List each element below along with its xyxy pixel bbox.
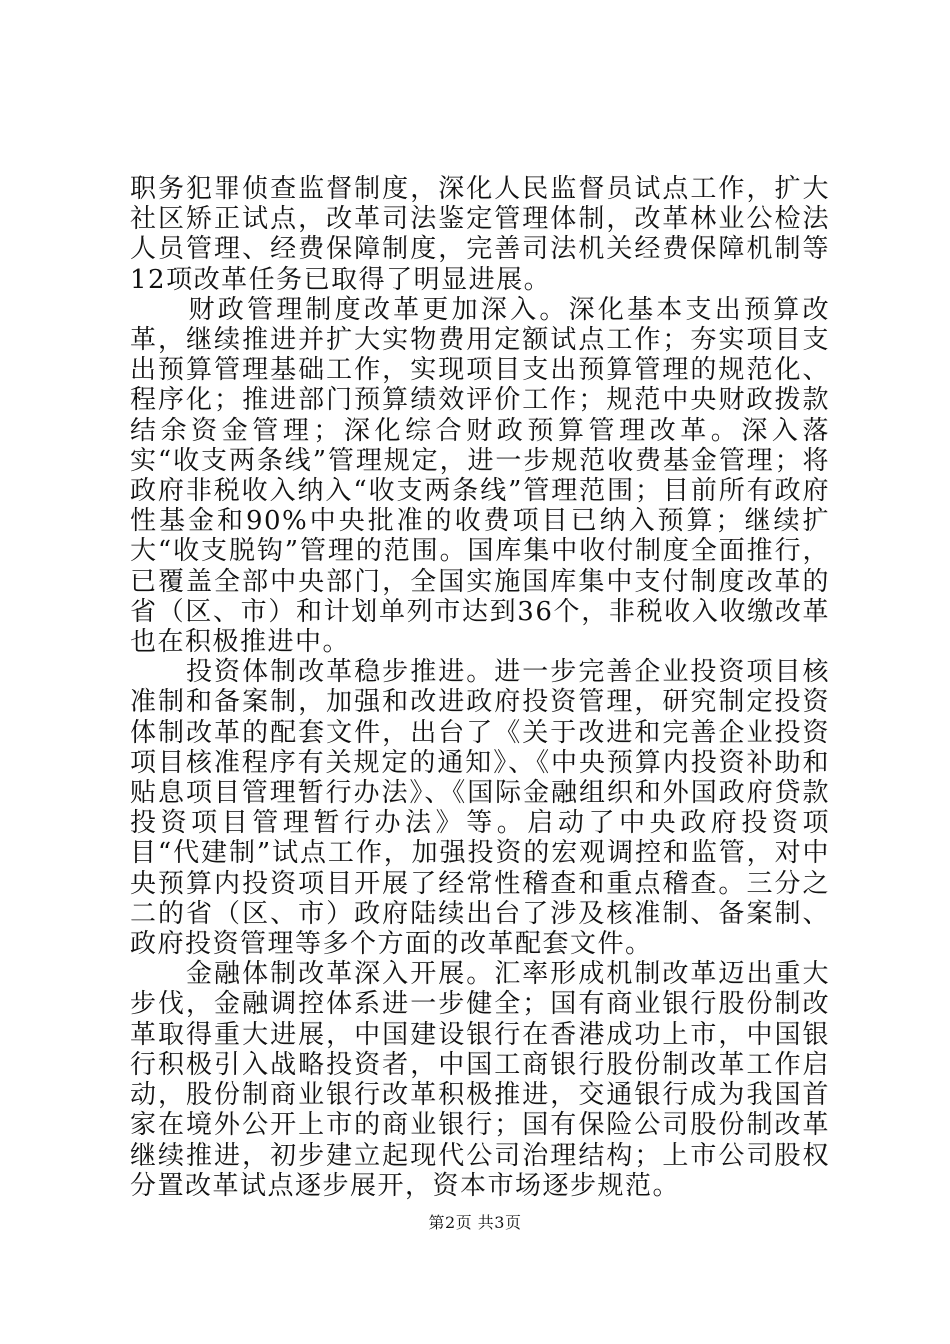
paragraph-judicial-reform-continued: 职务犯罪侦查监督制度，深化人民监督员试点工作，扩大社区矫正试点，改革司法鉴定管理体制，改革林业公检法人员管理、经费保障制度，完善司法机关经费保障机制等12项改革任务已取得了明显进展。: [130, 174, 830, 295]
paragraph-fiscal-reform: 财政管理制度改革更加深入。深化基本支出预算改革，继续推进并扩大实物费用定额试点工作；夯实项目支出预算管理基础工作，实现项目支出预算管理的规范化、程序化；推进部门预算绩效评价工作；规范中央财政拨款结余资金管理；深化综合财政预算管理改革。深入落实“收支两条线”管理规定，进一步规范收费基金管理；将政府非税收入纳入“收支两条线”管理范围；目前所有政府性基金和90%中央批准的收费项目已纳入预算；继续扩大“收支脱钩”管理的范围。国库集中收付制度全面推行，已覆盖全部中央部门，全国实施国库集中支付制度改革的省（区、市）和计划单列市达到36个，非税收入收缴改革也在积极推进中。: [130, 294, 830, 658]
paragraph-financial-reform: 金融体制改革深入开展。汇率形成机制改革迈出重大步伐，金融调控体系进一步健全；国有商业银行股份制改革取得重大进展，中国建设银行在香港成功上市，中国银行积极引入战略投资者，中国工商银行股份制改革工作启动，股份制商业银行改革积极推进，交通银行成为我国首家在境外公开上市的商业银行；国有保险公司股份制改革继续推进，初步建立起现代公司治理结构；上市公司股权分置改革试点逐步展开，资本市场逐步规范。: [130, 959, 830, 1201]
paragraph-investment-reform: 投资体制改革稳步推进。进一步完善企业投资项目核准制和备案制，加强和改进政府投资管理，研究制定投资体制改革的配套文件，出台了《关于改进和完善企业投资项目核准程序有关规定的通知》、《中央预算内投资补助和贴息项目管理暂行办法》、《国际金融组织和外国政府贷款投资项目管理暂行办法》等。启动了中央政府投资项目“代建制”试点工作，加强投资的宏观调控和监管，对中央预算内投资项目开展了经常性稽查和重点稽查。三分之二的省（区、市）政府陆续出台了涉及核准制、备案制、政府投资管理等多个方面的改革配套文件。: [130, 657, 830, 960]
page-footer: 第2页 共3页: [428, 1213, 522, 1232]
document-body: [130, 174, 830, 1201]
